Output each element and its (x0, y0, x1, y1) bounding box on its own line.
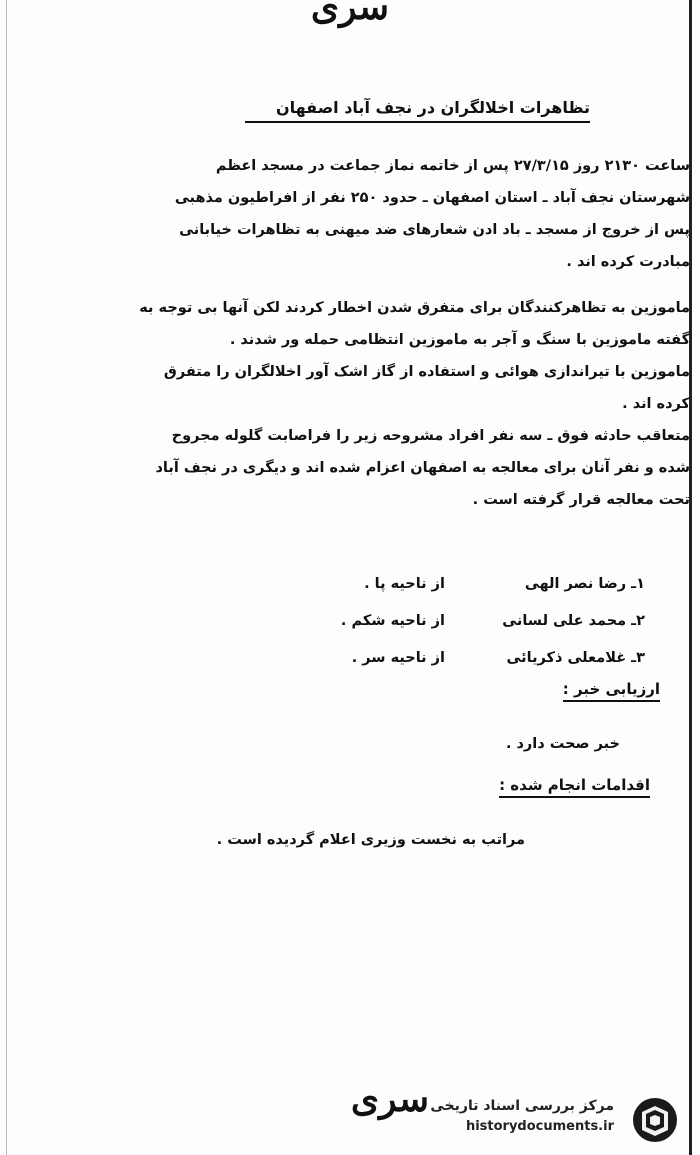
classification-footer: سری (350, 1078, 430, 1120)
paragraph-1-line-2: شهرستان نجف آباد ـ استان اصفهان ـ حدود ۲۵۰ نفر از افراطیون مذهبی (174, 190, 690, 206)
list-item (240, 639, 645, 676)
paragraph-4-line-1: متعاقب حادثه فوق ـ سه نفر افراد مشروحه زیر را فراصابت گلوله مجروح (171, 428, 690, 444)
paragraph-1-line-1: ساعت ۲۱۳۰ روز ۲۷/۳/۱۵ پس از خاتمه نماز جماعت در مسجد اعظم (215, 158, 690, 174)
archive-website: historydocuments.ir (465, 1119, 614, 1134)
wounded-name: ۳ـ غلامعلی ذکریائی (506, 649, 645, 666)
archive-logo-icon (628, 1096, 682, 1144)
wounded-list (240, 565, 645, 676)
actions-heading (380, 776, 650, 794)
paragraph-3-line-2: کرده اند . (622, 396, 690, 412)
paragraph-1-line-3: پس از خروج از مسجد ـ باد ادن شعارهای ضد میهنی به تظاهرات خیابانی (179, 222, 690, 238)
paragraph-3-line-1: ماموزین با تیراندازی هوائی و استفاده از گاز اشک آور اخلالگران را متفرق (163, 364, 690, 380)
actions-text: مراتب به نخست وزیری اعلام گردیده است . (216, 832, 525, 848)
wound-location: از ناحیه شکم . (340, 612, 445, 629)
classification-header: سری (310, 0, 390, 28)
assessment-heading (400, 680, 660, 698)
archive-org-name: مرکز بررسی اسناد تاریخی (430, 1098, 614, 1114)
assessment-heading-text: ارزیابی خبر : (563, 680, 660, 702)
archive-watermark (430, 1094, 692, 1146)
wounded-name: ۱ـ رضا نصر الهی (524, 575, 645, 592)
paragraph-4-line-3: تحت معالجه قرار گرفته است . (472, 492, 690, 508)
document-title: تظاهرات اخلالگران در نجف آباد اصفهان (245, 98, 590, 123)
list-item (240, 602, 645, 639)
wound-location: از ناحیه سر . (351, 649, 445, 666)
wounded-name: ۲ـ محمد علی لسانی (502, 612, 645, 629)
paragraph-1-line-4: مبادرت کرده اند . (566, 254, 690, 270)
report-body (70, 150, 690, 516)
scan-edge-left (6, 0, 7, 1155)
list-item (240, 565, 645, 602)
actions-heading-text: اقدامات انجام شده : (499, 776, 650, 798)
assessment-text: خبر صحت دارد . (505, 736, 620, 752)
paragraph-gap (70, 278, 690, 292)
paragraph-4-line-2: شده و نفر آنان برای معالجه به اصفهان اعزام شده اند و دیگری در نجف آباد (155, 460, 690, 476)
paragraph-2-line-1: ماموزین به تظاهرکنندگان برای متفرق شدن اخطار کردند لکن آنها بی توجه به (139, 300, 690, 316)
paragraph-2-line-2: گفته ماموزین با سنگ و آجر به ماموزین انتظامی حمله ور شدند . (229, 332, 690, 348)
wound-location: از ناحیه پا . (364, 575, 445, 592)
